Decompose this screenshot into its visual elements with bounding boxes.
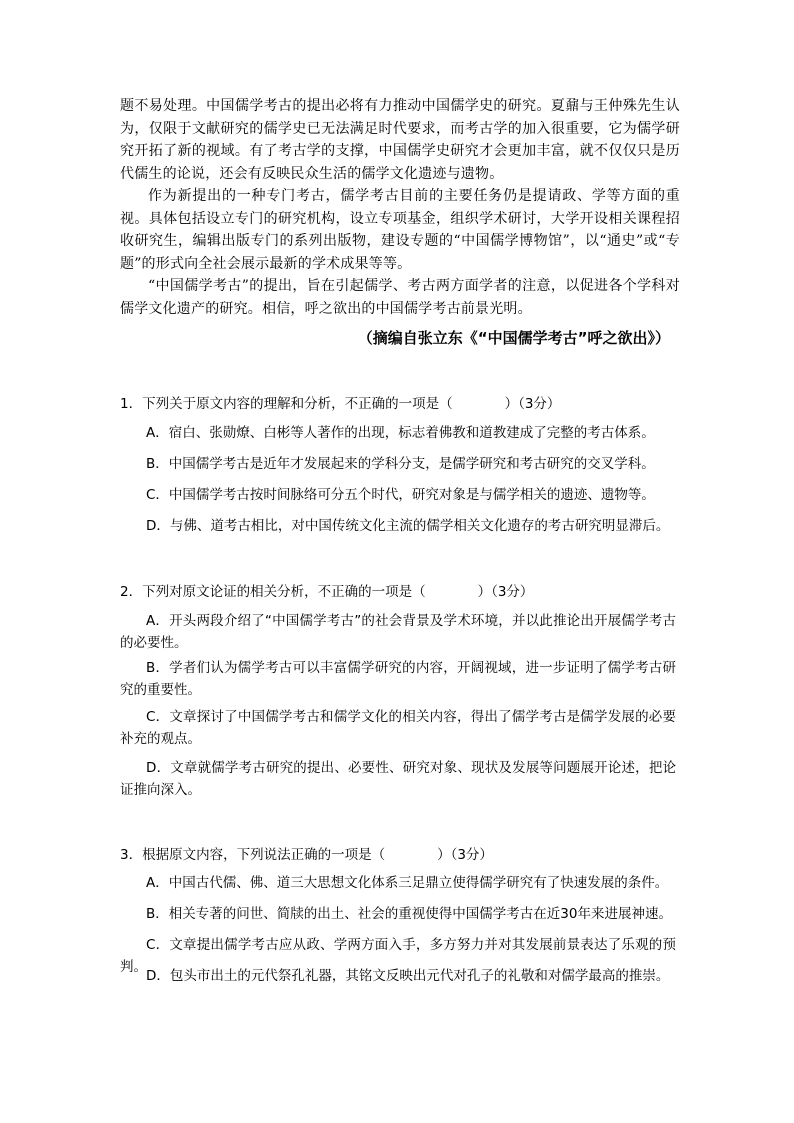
question-2-stem-post: ）（3分）	[477, 584, 534, 600]
question-1-option-a: A．宿白、张勋燎、白彬等人著作的出现，标志着佛教和道教建成了完整的考古体系。	[146, 425, 655, 441]
question-1-stem-pre: 1．下列关于原文内容的理解和分析，不正确的一项是（	[120, 396, 453, 412]
passage-source: （摘编自张立东《“中国儒学考古”呼之欲出》）	[357, 329, 670, 347]
passage-paragraph-2: 作为新提出的一种专门考古，儒学考古目前的主要任务仍是提请政、学等方面的重视。具体包括设立专门的研究机构，设立专项基金，组织学术研讨，大学开设相关课程招收研究生，编辑出版专门的系列出版物，建设专题的“中国儒学博物馆”，以“通史”或“专题”的形式向全社会展示最新的学术成果等等。	[120, 188, 680, 272]
question-1-stem	[120, 392, 560, 412]
question-2-option-d: D．文章就儒学考古研究的提出、必要性、研究对象、现状及发展等问题展开论述，把论证推向深入。	[120, 760, 676, 798]
question-3-stem	[120, 843, 493, 863]
passage-paragraph-1: 题不易处理。中国儒学考古的提出必将有力推动中国儒学史的研究。夏鼐与王仲殊先生认为，仅限于文献研究的儒学史已无法满足时代要求，而考古学的加入很重要，它为儒学研究开拓了新的视域。有了考古学的支撑，中国儒学史研究才会更加丰富，就不仅仅只是历代儒生的论说，还会有反映民众生活的儒学文化遗迹与遗物。	[120, 98, 680, 182]
question-1-stem-post: ）（3分）	[504, 396, 561, 412]
question-2-option-a: A．开头两段介绍了“中国儒学考古”的社会背景及学术环境，并以此推论出开展儒学考古的必要性。	[120, 613, 676, 651]
question-2-stem	[120, 580, 533, 600]
question-2-stem-pre: 2．下列对原文论证的相关分析，不正确的一项是（	[120, 584, 426, 600]
question-3-option-b: B．相关专著的问世、简牍的出土、社会的重视使得中国儒学考古在近30年来进展神速。	[146, 906, 672, 922]
question-1-option-c: C．中国儒学考古按时间脉络可分五个时代，研究对象是与儒学相关的遗迹、遗物等。	[146, 487, 655, 503]
question-2-option-b: B．学者们认为儒学考古可以丰富儒学研究的内容，开阔视域，进一步证明了儒学考古研究的重要性。	[120, 660, 676, 698]
question-3-option-a: A．中国古代儒、佛、道三大思想文化体系三足鼎立使得儒学研究有了快速发展的条件。	[146, 875, 669, 891]
question-3-option-c: C．文章提出儒学考古应从政、学两方面入手，多方努力并对其发展前景表达了乐观的预判。	[120, 937, 676, 975]
question-2-option-c: C．文章探讨了中国儒学考古和儒学文化的相关内容，得出了儒学考古是儒学发展的必要补充的观点。	[120, 709, 676, 747]
passage-paragraph-3: “中国儒学考古”的提出，旨在引起儒学、考古两方面学者的注意，以促进各个学科对儒学文化遗产的研究。相信，呼之欲出的中国儒学考古前景光明。	[120, 278, 680, 317]
question-1-option-d: D．与佛、道考古相比，对中国传统文化主流的儒学相关文化遗存的考古研究明显滞后。	[146, 518, 670, 534]
question-1-option-b: B．中国儒学考古是近年才发展起来的学科分支，是儒学研究和考古研究的交叉学科。	[146, 456, 655, 472]
question-3-stem-post: ）（3分）	[437, 847, 493, 863]
question-3-option-d: D．包头市出土的元代祭孔礼器，其铭文反映出元代对孔子的礼敬和对儒学最高的推崇。	[146, 968, 670, 984]
question-3-stem-pre: 3．根据原文内容，下列说法正确的一项是（	[120, 847, 386, 863]
